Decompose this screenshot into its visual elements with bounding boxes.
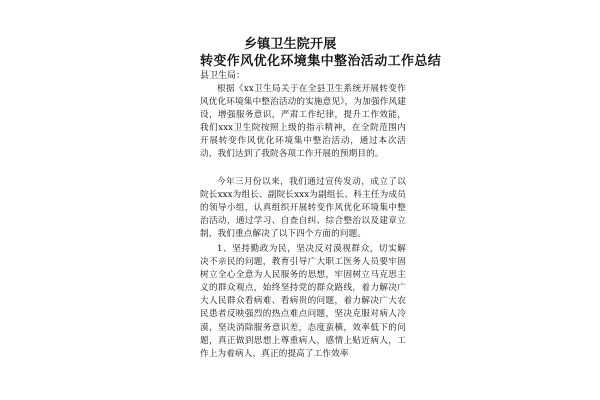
paragraph-1: 根据《xx卫生局关于在全县卫生系统开展转变作风优化环境集中整治活动的实施意见》，为加强作风建设，增强服务意识，严肃工作纪律，提升工作效能，我们xxx卫生院按照上级的指示精神，在全院范围内开展转变作风优化环境集中整治活动，通过本次活动，我们达到了我院各项工作开展的预期目的。 [200, 84, 406, 160]
document-title-line-2: 转变作风优化环境集中整治活动工作总结 [200, 54, 442, 69]
document-title-line-1: 乡镇卫生院开展 [244, 37, 337, 52]
paragraph-3: 1、坚持勤政为民，坚决反对漠视群众，切实解决不亲民的问题，教育引导广大职工医务人员要牢固树立全心全意为人民服务的思想，牢固树立马克思主义的群众观点，始终坚持党的群众路线，着力解决广大人民群众看病难、看病贵的问题，着力解决广大农民患者反映强烈的热点难点问题，坚决克服对病人冷漠，坚决消除服务意识差，态度蛮横，效率低下的问题，真正做到思想上尊重病人，感情上贴近病人，工作上为着病人，真正的提高了工作效率 [200, 244, 406, 359]
paragraph-2: 今年三月份以来，我们通过宣传发动，成立了以院长xxx为组长、副院长xxx为副组长、科主任为成员的领导小组，认真组织开展转变作风优化环境集中整治活动，通过学习、自查自纠、综合整治以及建章立制，我们重点解决了以下四个方面的问题。 [200, 177, 406, 240]
salutation: 县卫生局： [200, 71, 246, 81]
